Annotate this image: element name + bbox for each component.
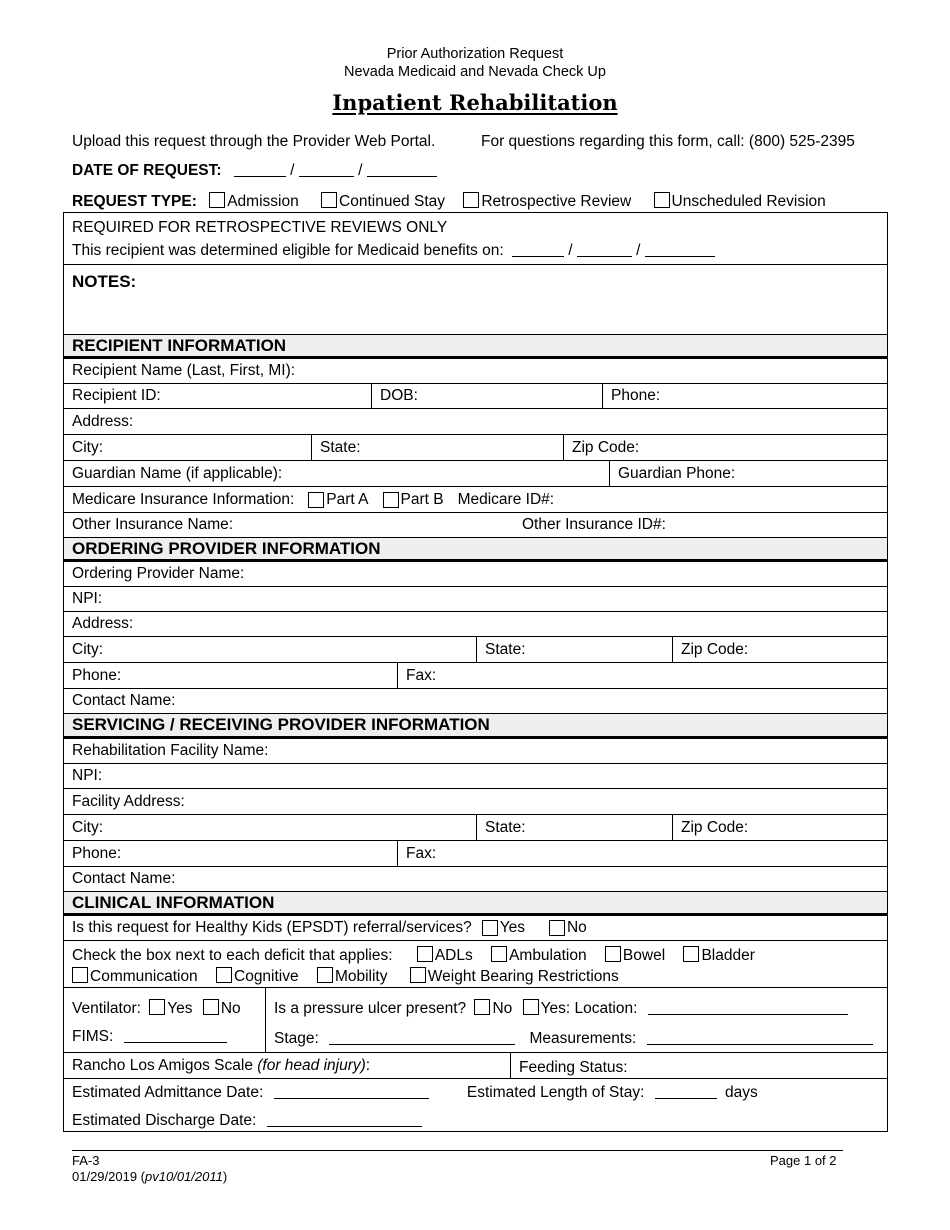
feeding-status-field[interactable]: Feeding Status: <box>510 1053 628 1078</box>
adls-checkbox[interactable] <box>417 946 433 962</box>
ulcer-location-field[interactable] <box>648 1001 848 1015</box>
footer-date: 01/29/2019 (pv10/01/2011) <box>72 1169 228 1184</box>
servicing-phone-row <box>63 840 888 866</box>
form-title: Inpatient Rehabilitation <box>332 90 618 115</box>
retro-eligibility: This recipient was determined eligible for Medicaid benefits on: / / <box>72 242 715 260</box>
clinical-heading: CLINICAL INFORMATION <box>63 891 888 915</box>
request-type-label: REQUEST TYPE: <box>72 193 197 210</box>
admit-date-field[interactable] <box>274 1085 429 1099</box>
ventilator-ulcer-row: Ventilator: Yes No FIMS: Is a pressure ulcer present? No Yes: Location: Stage: Measurements: <box>63 987 888 1052</box>
epsdt-no-checkbox[interactable] <box>549 920 565 936</box>
intro-questions: For questions regarding this form, call: (800) 525-2395 <box>481 133 855 150</box>
ordering-zip-field[interactable]: Zip Code: <box>672 637 748 662</box>
ordering-npi-row[interactable]: NPI: <box>63 586 888 611</box>
recipient-address-row[interactable] <box>63 408 888 434</box>
ordering-city-field[interactable]: City: <box>72 640 103 658</box>
footer-form-id: FA-3 <box>72 1153 100 1168</box>
ordering-address-row[interactable]: Address: <box>63 611 888 636</box>
ordering-heading: ORDERING PROVIDER INFORMATION <box>63 537 888 561</box>
ordering-phone-row <box>63 662 888 688</box>
servicing-heading: SERVICING / RECEIVING PROVIDER INFORMATION <box>63 713 888 738</box>
footer-divider <box>72 1150 843 1151</box>
recipient-city-row <box>63 434 888 460</box>
servicing-npi-row[interactable]: NPI: <box>63 763 888 788</box>
footer-page-number: Page 1 of 2 <box>770 1153 837 1168</box>
facility-address-row[interactable]: Facility Address: <box>63 788 888 814</box>
servicing-fax-field[interactable]: Fax: <box>397 841 436 866</box>
eligible-day-field[interactable] <box>577 243 632 257</box>
ordering-name-row[interactable]: Ordering Provider Name: <box>63 561 888 586</box>
medicare-id-label: Medicare ID#: <box>457 490 555 508</box>
guardian-phone-field[interactable]: Guardian Phone: <box>609 461 735 486</box>
part-b-checkbox[interactable] <box>383 492 399 508</box>
servicing-contact-row[interactable]: Contact Name: <box>63 866 888 891</box>
los-field[interactable] <box>655 1085 717 1099</box>
recipient-id-field[interactable]: Recipient ID: <box>72 387 161 404</box>
ordering-contact-row[interactable]: Contact Name: <box>63 688 888 713</box>
epsdt-yes-checkbox[interactable] <box>482 920 498 936</box>
other-insurance-name-field[interactable]: Other Insurance Name: <box>72 516 234 533</box>
other-insurance-row <box>63 512 888 537</box>
deficits-label: Check the box next to each deficit that applies: <box>72 947 393 964</box>
dob-field[interactable]: DOB: <box>371 384 603 408</box>
unscheduled-revision-checkbox[interactable] <box>654 192 670 208</box>
servicing-city-row <box>63 814 888 840</box>
los-label: Estimated Length of Stay: <box>466 1084 645 1101</box>
servicing-state-field[interactable]: State: <box>476 815 672 840</box>
recipient-state-field[interactable]: State: <box>311 435 563 460</box>
discharge-date-field[interactable] <box>267 1113 422 1127</box>
ambulation-checkbox[interactable] <box>491 946 507 962</box>
servicing-city-field[interactable]: City: <box>72 818 103 836</box>
rancho-field[interactable]: Rancho Los Amigos Scale (for head injury) : <box>72 1056 371 1074</box>
epsdt-row: Is this request for Healthy Kids (EPSDT) referral/services? Yes No <box>63 915 888 940</box>
retro-box <box>63 212 888 265</box>
recipient-address-label: Address: <box>72 412 134 430</box>
ulcer-question: Is a pressure ulcer present? <box>274 1000 467 1017</box>
stage-label: Stage: <box>274 1030 319 1047</box>
dates-box: Estimated Admittance Date: Estimated Length of Stay: days Estimated Discharge Date: <box>63 1078 888 1132</box>
other-insurance-id-field[interactable]: Other Insurance ID#: <box>522 516 666 533</box>
ulcer-yes-checkbox[interactable] <box>523 999 539 1015</box>
rancho-row <box>63 1052 888 1078</box>
measurements-label: Measurements: <box>529 1030 637 1047</box>
date-of-request-label: DATE OF REQUEST: <box>72 162 222 179</box>
recipient-name-label: Recipient Name (Last, First, MI): <box>72 362 296 379</box>
mobility-checkbox[interactable] <box>317 967 333 983</box>
weight-bearing-checkbox[interactable] <box>410 967 426 983</box>
servicing-phone-field[interactable]: Phone: <box>72 844 122 862</box>
recipient-heading: RECIPIENT INFORMATION <box>63 334 888 358</box>
date-year-field[interactable] <box>367 163 437 177</box>
intro-upload: Upload this request through the Provider Web Portal. <box>72 133 436 150</box>
ordering-state-field[interactable]: State: <box>476 637 672 662</box>
ordering-city-row <box>63 636 888 662</box>
admission-checkbox[interactable] <box>209 192 225 208</box>
medicare-label: Medicare Insurance Information: <box>72 490 295 508</box>
medicare-row: Medicare Insurance Information: Part A Part B Medicare ID#: <box>63 486 888 512</box>
recipient-phone-field[interactable]: Phone: <box>602 384 660 408</box>
notes-label: NOTES: <box>72 272 137 291</box>
discharge-date-label: Estimated Discharge Date: <box>72 1112 257 1129</box>
guardian-row <box>63 460 888 486</box>
request-type-row: REQUEST TYPE: Admission Continued Stay Retrospective Review Unscheduled Revision <box>72 193 826 210</box>
part-a-checkbox[interactable] <box>308 492 324 508</box>
notes-box[interactable] <box>63 264 888 336</box>
recipient-city-field[interactable]: City: <box>72 438 103 456</box>
date-of-request-row: DATE OF REQUEST: / / <box>72 162 437 180</box>
recipient-zip-field[interactable]: Zip Code: <box>563 435 639 460</box>
recipient-name-row[interactable] <box>63 358 888 383</box>
header-line-1: Prior Authorization Request <box>386 46 564 62</box>
eligible-year-field[interactable] <box>645 243 715 257</box>
continued-stay-checkbox[interactable] <box>321 192 337 208</box>
fims-field[interactable] <box>124 1029 227 1043</box>
eligible-month-field[interactable] <box>512 243 564 257</box>
servicing-zip-field[interactable]: Zip Code: <box>672 815 748 840</box>
fims-label: FIMS: <box>72 1028 114 1045</box>
ordering-fax-field[interactable]: Fax: <box>397 663 436 688</box>
header-line-2: Nevada Medicaid and Nevada Check Up <box>344 64 606 80</box>
measurements-field[interactable] <box>647 1031 873 1045</box>
date-month-field[interactable] <box>234 163 286 177</box>
ventilator-no-checkbox[interactable] <box>203 999 219 1015</box>
stage-field[interactable] <box>329 1031 515 1045</box>
ventilator-label: Ventilator: <box>72 1000 141 1017</box>
retro-heading: REQUIRED FOR RETROSPECTIVE REVIEWS ONLY <box>72 219 448 236</box>
bowel-checkbox[interactable] <box>605 946 621 962</box>
admit-date-label: Estimated Admittance Date: <box>72 1084 264 1101</box>
guardian-name-field[interactable]: Guardian Name (if applicable): <box>72 464 283 482</box>
recipient-id-row <box>63 383 888 408</box>
cognitive-checkbox[interactable] <box>216 967 232 983</box>
epsdt-question: Is this request for Healthy Kids (EPSDT) referral/services? <box>72 919 472 936</box>
deficits-row: Check the box next to each deficit that applies: ADLs Ambulation Bowel Bladder Communication Cognitive Mobility Weight Bearing Restrictions <box>63 940 888 987</box>
ordering-phone-field[interactable]: Phone: <box>72 666 122 684</box>
ventilator-yes-checkbox[interactable] <box>149 999 165 1015</box>
retrospective-review-checkbox[interactable] <box>463 192 479 208</box>
communication-checkbox[interactable] <box>72 967 88 983</box>
ulcer-no-checkbox[interactable] <box>474 999 490 1015</box>
date-day-field[interactable] <box>299 163 354 177</box>
bladder-checkbox[interactable] <box>683 946 699 962</box>
facility-name-row[interactable]: Rehabilitation Facility Name: <box>63 738 888 763</box>
